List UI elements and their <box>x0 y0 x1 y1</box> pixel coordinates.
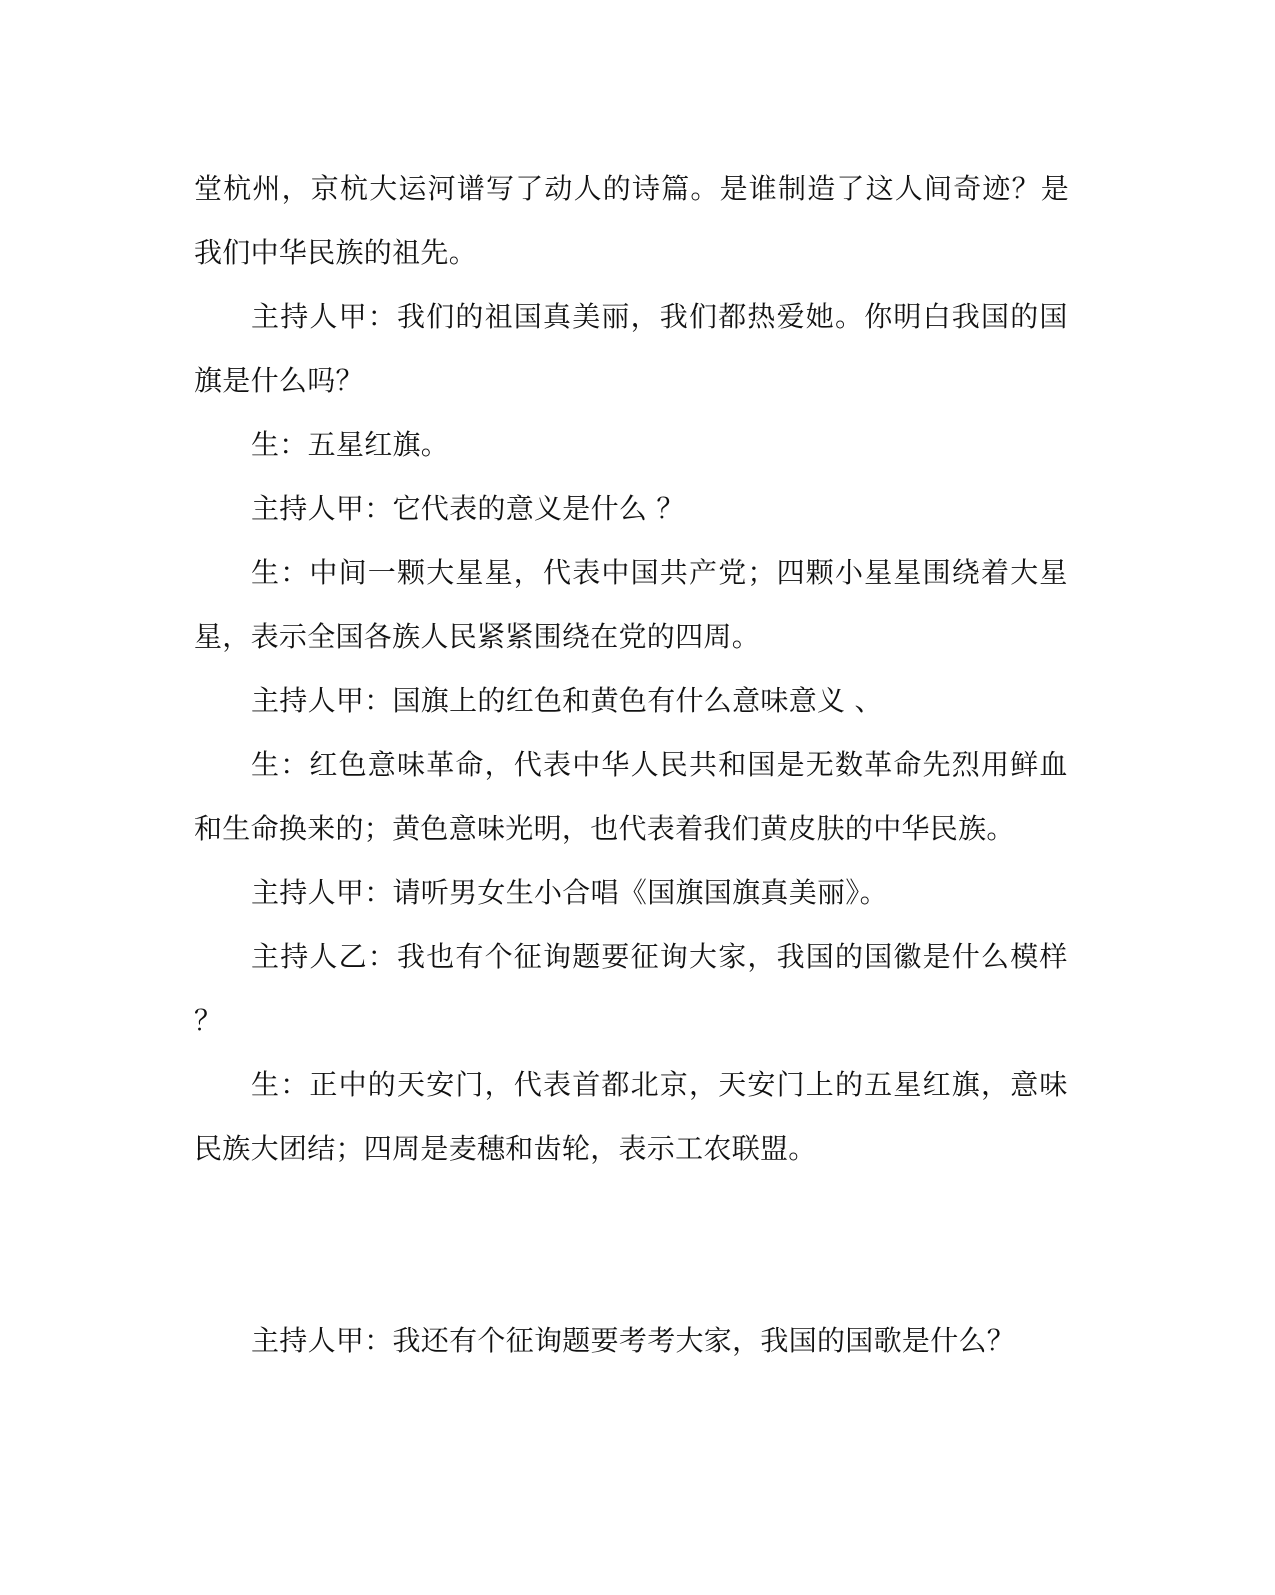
text-line: 生：红色意味革命，代表中华人民共和国是无数革命先烈用鲜血 <box>251 748 1069 781</box>
text-line: 旗是什么吗？ <box>194 364 364 397</box>
text-line: 主持人甲：请听男女生小合唱《国旗国旗真美丽》。 <box>251 876 888 909</box>
text-line: 生：中间一颗大星星，代表中国共产党；四颗小星星围绕着大星 <box>251 556 1069 589</box>
text-line: 和生命换来的；黄色意味光明，也代表着我们黄皮肤的中华民族。 <box>194 812 1015 845</box>
text-line: 主持人甲：我还有个征询题要考考大家，我国的国歌是什么？ <box>251 1324 1016 1357</box>
text-line: 民族大团结；四周是麦穗和齿轮，表示工农联盟。 <box>194 1132 817 1165</box>
text-line: 星，表示全国各族人民紧紧围绕在党的四周。 <box>194 620 761 653</box>
text-line: 主持人甲：国旗上的红色和黄色有什么意味意义 、 <box>251 684 883 717</box>
text-line: 我们中华民族的祖先。 <box>194 236 478 269</box>
text-line: 生：正中的天安门，代表首都北京，天安门上的五星红旗，意味 <box>251 1068 1069 1101</box>
text-line: 主持人乙：我也有个征询题要征询大家，我国的国徽是什么模样 <box>251 940 1069 973</box>
text-line: 主持人甲：我们的祖国真美丽，我们都热爱她。你明白我国的国 <box>251 300 1069 333</box>
text-line: ？ <box>194 1004 223 1037</box>
text-line: 生：五星红旗。 <box>251 428 450 461</box>
text-line: 主持人甲：它代表的意义是什么 ？ <box>251 492 685 525</box>
text-line: 堂杭州，京杭大运河谱写了动人的诗篇。是谁制造了这人间奇迹？是 <box>194 172 1071 205</box>
